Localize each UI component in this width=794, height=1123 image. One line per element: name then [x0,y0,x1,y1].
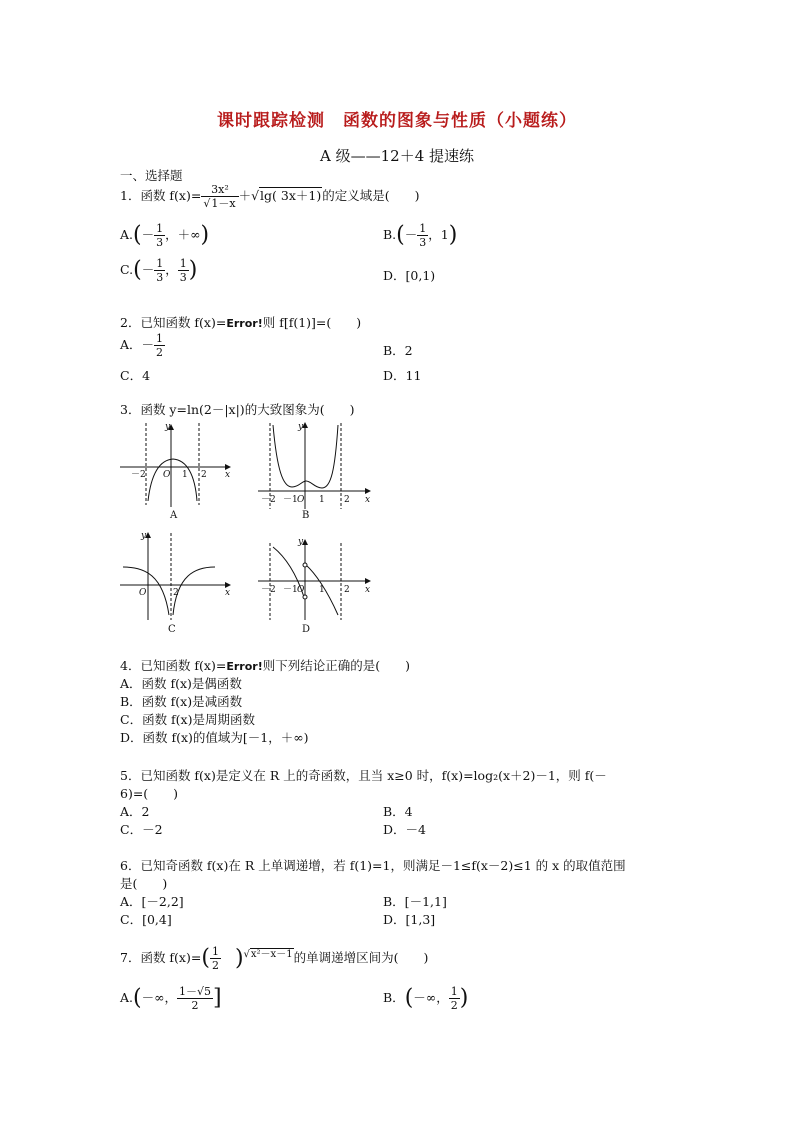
graph-d-tick-2: 2 [344,585,350,595]
q1-option-b[interactable]: B.(－ $\frac{1}{3}$ ，1) [383,222,458,249]
q7-option-a[interactable]: A.(－∞， $\frac{1-√5}{2}$ ] [120,985,222,1012]
q7-b-frac [449,985,460,1012]
q7-stem-pre: 7．函数 f(x)= [120,950,202,966]
q1-option-c[interactable]: C.(－ $\frac{1}{3}$ ， $\frac{1}{3}$ ) [120,257,198,284]
q7-exponent: x²－x－1 [250,949,293,960]
q2-stem-pre: 2．已知函数 f(x)= [120,315,227,330]
q1-option-a[interactable]: A.(－ $\frac{1}{3}$ ，＋∞) [120,222,210,249]
q1-c-label: C. [120,262,134,277]
graph-d-tick-m1: －1 [283,585,298,595]
q4-option-a[interactable]: A．函数 f(x)是偶函数 [120,676,242,691]
graph-d-tick-1: 1 [319,585,325,595]
q1-a-rest: ，＋∞ [165,227,201,242]
graph-b-axis-x: x [365,495,371,505]
graph-a-tick-2: 2 [201,470,207,480]
q1-a-label: A. [120,227,134,242]
q7-option-b[interactable]: B．(－∞， $\frac{1}{2}$ ) [383,985,469,1012]
graph-d-axis-x: x [365,585,371,595]
q2-a-num: 1 [156,332,164,345]
q7-a-num: 1－√5 [179,985,212,998]
graph-a-tick-1: 1 [182,470,188,480]
q2-option-c[interactable]: C．4 [120,368,151,383]
section-heading: 一、选择题 [120,168,183,183]
q6-option-c[interactable]: C．[0,4] [120,912,172,927]
q1-a-num: 1 [156,222,164,235]
q2-option-b[interactable]: B．2 [383,343,413,358]
graph-b-tick-m1: －1 [283,495,298,505]
q4-stem-post: 则下列结论正确的是( ) [262,658,410,673]
graph-d-label: D [302,624,311,635]
q7-a-rest: －∞， [141,990,178,1005]
q6-option-b[interactable]: B．[－1,1] [383,894,447,909]
q7-a-frac [177,985,213,1012]
graph-a-label: A [170,510,178,521]
q1-b-rest: ，1 [428,227,449,242]
q6-option-a[interactable]: A．[－2,2] [120,894,184,909]
q1-plus: ＋ [238,188,252,203]
q6-option-d[interactable]: D．[1,3] [383,912,436,927]
graph-c-tick-o: O [139,588,147,598]
q1-a-den: 3 [156,236,164,249]
q7-a-den: 2 [191,999,199,1012]
q2-stem-post: 则 f[f(1)]=( ) [262,315,362,330]
graph-d-tick-o: O [297,585,305,595]
q1-b-frac [417,222,428,249]
q7-b-rest: －∞， [413,990,449,1005]
q1-c-num2: 1 [179,257,187,270]
q3-graphs [115,415,385,640]
graph-c-label: C [168,624,176,635]
q1-c-frac2 [178,257,189,284]
q1-stem-pre: 1．函数 f(x)= [120,188,202,203]
q7-b-num: 1 [450,985,458,998]
graph-b-axis-y: y [298,422,304,432]
graph-c-tick-2: 2 [173,588,179,598]
graph-b-tick-1: 1 [319,495,325,505]
q2-a-frac [154,332,165,359]
question-2 [120,313,361,331]
q4-option-c[interactable]: C．函数 f(x)是周期函数 [120,712,255,727]
q1-option-d[interactable]: D．[0,1) [383,268,436,283]
q1-b-num: 1 [419,222,427,235]
q1-b-label: B. [383,227,397,242]
page-title: 课时跟踪检测 函数的图象与性质（小题练） [217,111,577,131]
q1-c-den: 3 [156,271,164,284]
q1-stem-post: 的定义域是( ) [322,188,420,203]
q5-option-d[interactable]: D．－4 [383,822,426,837]
graph-b-tick-2: 2 [344,495,350,505]
q7-base-frac [210,945,221,972]
q2-option-d[interactable]: D．11 [383,368,422,383]
graph-d-tick-m2: －2 [261,585,276,595]
q1-radicand: lg( 3x＋1) [260,188,322,203]
q1-numerator: 3x² [201,183,238,197]
graph-c-axis-y: y [141,531,147,541]
graph-a-axis-x: x [225,470,231,480]
q7-base-den: 2 [211,959,219,973]
q2-a-den: 2 [156,346,164,359]
q1-b-den: 3 [419,236,427,249]
q1-a-frac [154,222,165,249]
q7-base-num: 1 [211,945,219,959]
question-3: 3．函数 y=ln(2－|x|)的大致图象为( ) [120,402,355,417]
q2-error-text: Error! [226,317,263,330]
q7-stem-post: 的单调递增区间为( ) [293,950,429,966]
question-5-line1: 5．已知函数 f(x)是定义在 R 上的奇函数，且当 x≥0 时，f(x)=log₂(x＋2)－1，则 f(－ [120,768,607,783]
question-4 [120,656,410,674]
question-5-line2: 6)=( ) [120,786,179,801]
question-1: 1．函数 f(x)= $\frac{\text{3x²}}{√1-x}$ ＋√lg( 3x＋1)的定义域是( ) [120,183,420,210]
q4-stem-pre: 4．已知函数 f(x)= [120,658,227,673]
q1-c-den2: 3 [179,271,187,284]
q1-fraction [201,183,238,210]
graph-a-tick-o: O [163,470,171,480]
graph-d-axis-y: y [298,537,304,547]
q7-a-label: A. [120,990,134,1005]
q5-option-a[interactable]: A．2 [120,804,150,819]
question-6-line1: 6．已知奇函数 f(x)在 R 上单调递增，若 f(1)=1，则满足－1≤f(x－2)≤1 的 x 的取值范围 [120,858,626,873]
q5-option-b[interactable]: B．4 [383,804,413,819]
graph-a-tick-m2: －2 [131,470,146,480]
question-6-line2: 是( ) [120,876,168,891]
graph-b-tick-m2: －2 [261,495,276,505]
q4-option-b[interactable]: B．函数 f(x)是减函数 [120,694,243,709]
q7-b-den: 2 [450,999,458,1012]
q1-den-radicand: 1－x [211,197,236,210]
graph-b-tick-o: O [297,495,305,505]
graph-a-axis-y: y [165,422,171,432]
q1-c-num: 1 [156,257,164,270]
q5-option-c[interactable]: C．－2 [120,822,163,837]
graph-b-label: B [302,510,310,521]
q2-a-label: A．－ [120,337,155,352]
q4-option-d[interactable]: D．函数 f(x)的值域为[－1，＋∞) [120,730,309,745]
q1-c-frac1 [154,257,165,284]
level-subtitle: A 级——12＋4 提速练 [320,147,474,165]
q1-denominator: √1－x [203,197,236,210]
q7-b-label: B． [383,990,405,1005]
q2-option-a[interactable] [120,332,165,359]
q4-error-text: Error! [226,660,263,673]
question-7: 7．函数 f(x)=( $\frac{1}{2}$ )$^{√x^2-x-1}$的单调递增区间为( ) [120,945,429,973]
graph-c-axis-x: x [225,588,231,598]
